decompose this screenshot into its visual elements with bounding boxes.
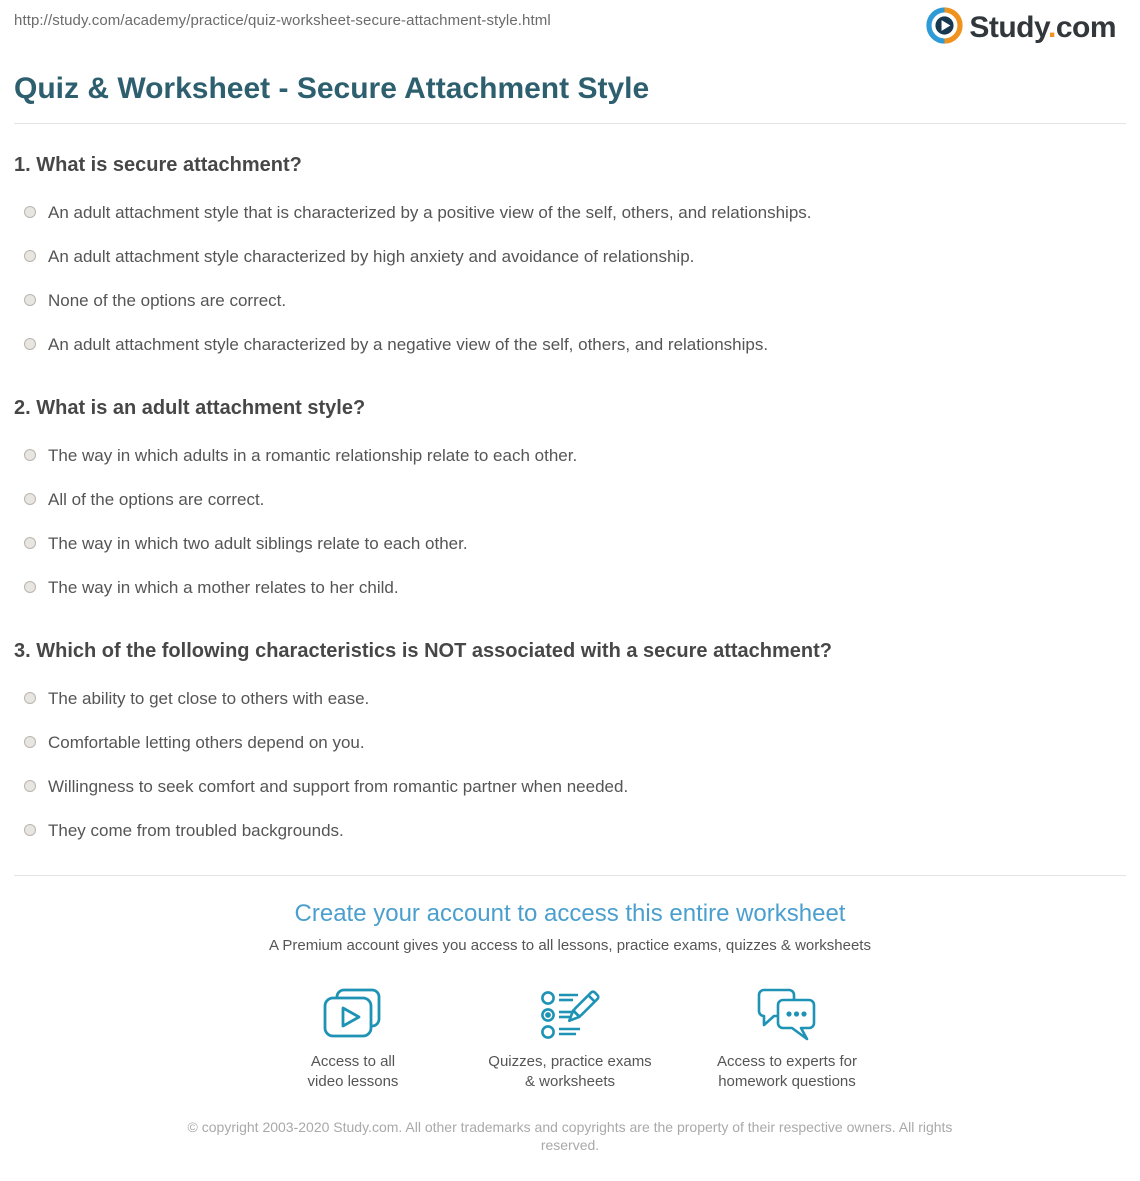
title-divider xyxy=(14,123,1126,124)
option-label[interactable]: They come from troubled backgrounds. xyxy=(48,820,344,840)
question-2-title: 2. What is an adult attachment style? xyxy=(14,396,366,419)
premium-account-subtitle: A Premium account gives you access to all lessons, practice exams, quizzes & worksheets xyxy=(269,937,871,955)
option-label[interactable]: An adult attachment style characterized by high anxiety and avoidance of relationship. xyxy=(48,246,695,266)
feature-video-lessons xyxy=(245,988,462,1092)
study-logo-text: Study.com xyxy=(969,11,1116,44)
radio-button[interactable] xyxy=(24,581,36,593)
option-label[interactable]: An adult attachment style that is characterized by a positive view of the self, others, and relationships. xyxy=(48,202,812,222)
question-3-option-1[interactable] xyxy=(14,677,1126,721)
option-label[interactable]: The way in which a mother relates to her child. xyxy=(48,577,399,597)
page-footer xyxy=(0,1118,1140,1155)
radio-button[interactable] xyxy=(24,824,36,836)
radio-button[interactable] xyxy=(24,692,36,704)
feature-quizzes-worksheets xyxy=(462,988,679,1092)
question-2-option-1[interactable] xyxy=(14,434,1126,478)
option-label[interactable]: The way in which two adult siblings relate to each other. xyxy=(48,533,468,553)
question-1-title: 1. What is secure attachment? xyxy=(14,153,302,176)
radio-button[interactable] xyxy=(24,493,36,505)
radio-button[interactable] xyxy=(24,537,36,549)
page-title: Quiz & Worksheet - Secure Attachment Style xyxy=(14,72,650,105)
option-label[interactable]: Willingness to seek comfort and support from romantic partner when needed. xyxy=(48,776,629,796)
question-3-title: 3. Which of the following characteristics is NOT associated with a secure attachment? xyxy=(14,639,832,662)
question-1-option-3[interactable] xyxy=(14,279,1126,323)
feature-list xyxy=(0,988,1140,1092)
feature-label: Access to all video lessons xyxy=(307,1053,399,1091)
feature-expert-help xyxy=(679,988,896,1092)
video-lessons-icon xyxy=(245,988,462,1042)
radio-button[interactable] xyxy=(24,294,36,306)
quiz-questions xyxy=(14,154,1126,853)
page-header xyxy=(0,0,1140,48)
radio-button[interactable] xyxy=(24,206,36,218)
question-2-option-3[interactable] xyxy=(14,522,1126,566)
radio-button[interactable] xyxy=(24,250,36,262)
question-3-option-3[interactable] xyxy=(14,765,1126,809)
option-label[interactable]: All of the options are correct. xyxy=(48,489,265,509)
question-1-option-1[interactable] xyxy=(14,191,1126,235)
question-3 xyxy=(14,640,1126,853)
content-divider xyxy=(14,875,1126,876)
option-label[interactable]: An adult attachment style characterized by a negative view of the self, others, and relationships. xyxy=(48,334,769,354)
option-label[interactable]: The ability to get close to others with ease. xyxy=(48,688,370,708)
radio-button[interactable] xyxy=(24,780,36,792)
question-3-option-2[interactable] xyxy=(14,721,1126,765)
question-2 xyxy=(14,397,1126,610)
option-label[interactable]: None of the options are correct. xyxy=(48,290,287,310)
quizzes-worksheets-icon xyxy=(462,988,679,1042)
create-account-link[interactable]: Create your account to access this entire worksheet xyxy=(294,899,846,927)
question-3-option-4[interactable] xyxy=(14,809,1126,853)
study-logo[interactable] xyxy=(926,7,1116,49)
copyright-notice: © copyright 2003-2020 Study.com. All other trademarks and copyrights are the property of their respective owners. All rights reserved. xyxy=(187,1119,953,1154)
radio-button[interactable] xyxy=(24,338,36,350)
page-url: http://study.com/academy/practice/quiz-worksheet-secure-attachment-style.html xyxy=(14,12,551,29)
question-1-option-4[interactable] xyxy=(14,323,1126,367)
question-1 xyxy=(14,154,1126,367)
feature-label: Access to experts for homework questions xyxy=(716,1053,858,1091)
question-2-option-4[interactable] xyxy=(14,566,1126,610)
chat-experts-icon xyxy=(679,988,896,1042)
question-2-option-2[interactable] xyxy=(14,478,1126,522)
create-account-section xyxy=(0,900,1140,1093)
study-logo-play-icon xyxy=(926,7,963,49)
radio-button[interactable] xyxy=(24,736,36,748)
radio-button[interactable] xyxy=(24,449,36,461)
option-label[interactable]: The way in which adults in a romantic relationship relate to each other. xyxy=(48,445,578,465)
logo-dot: . xyxy=(1047,11,1056,44)
question-1-option-2[interactable] xyxy=(14,235,1126,279)
option-label[interactable]: Comfortable letting others depend on you. xyxy=(48,732,365,752)
feature-label: Quizzes, practice exams & worksheets xyxy=(488,1053,652,1091)
